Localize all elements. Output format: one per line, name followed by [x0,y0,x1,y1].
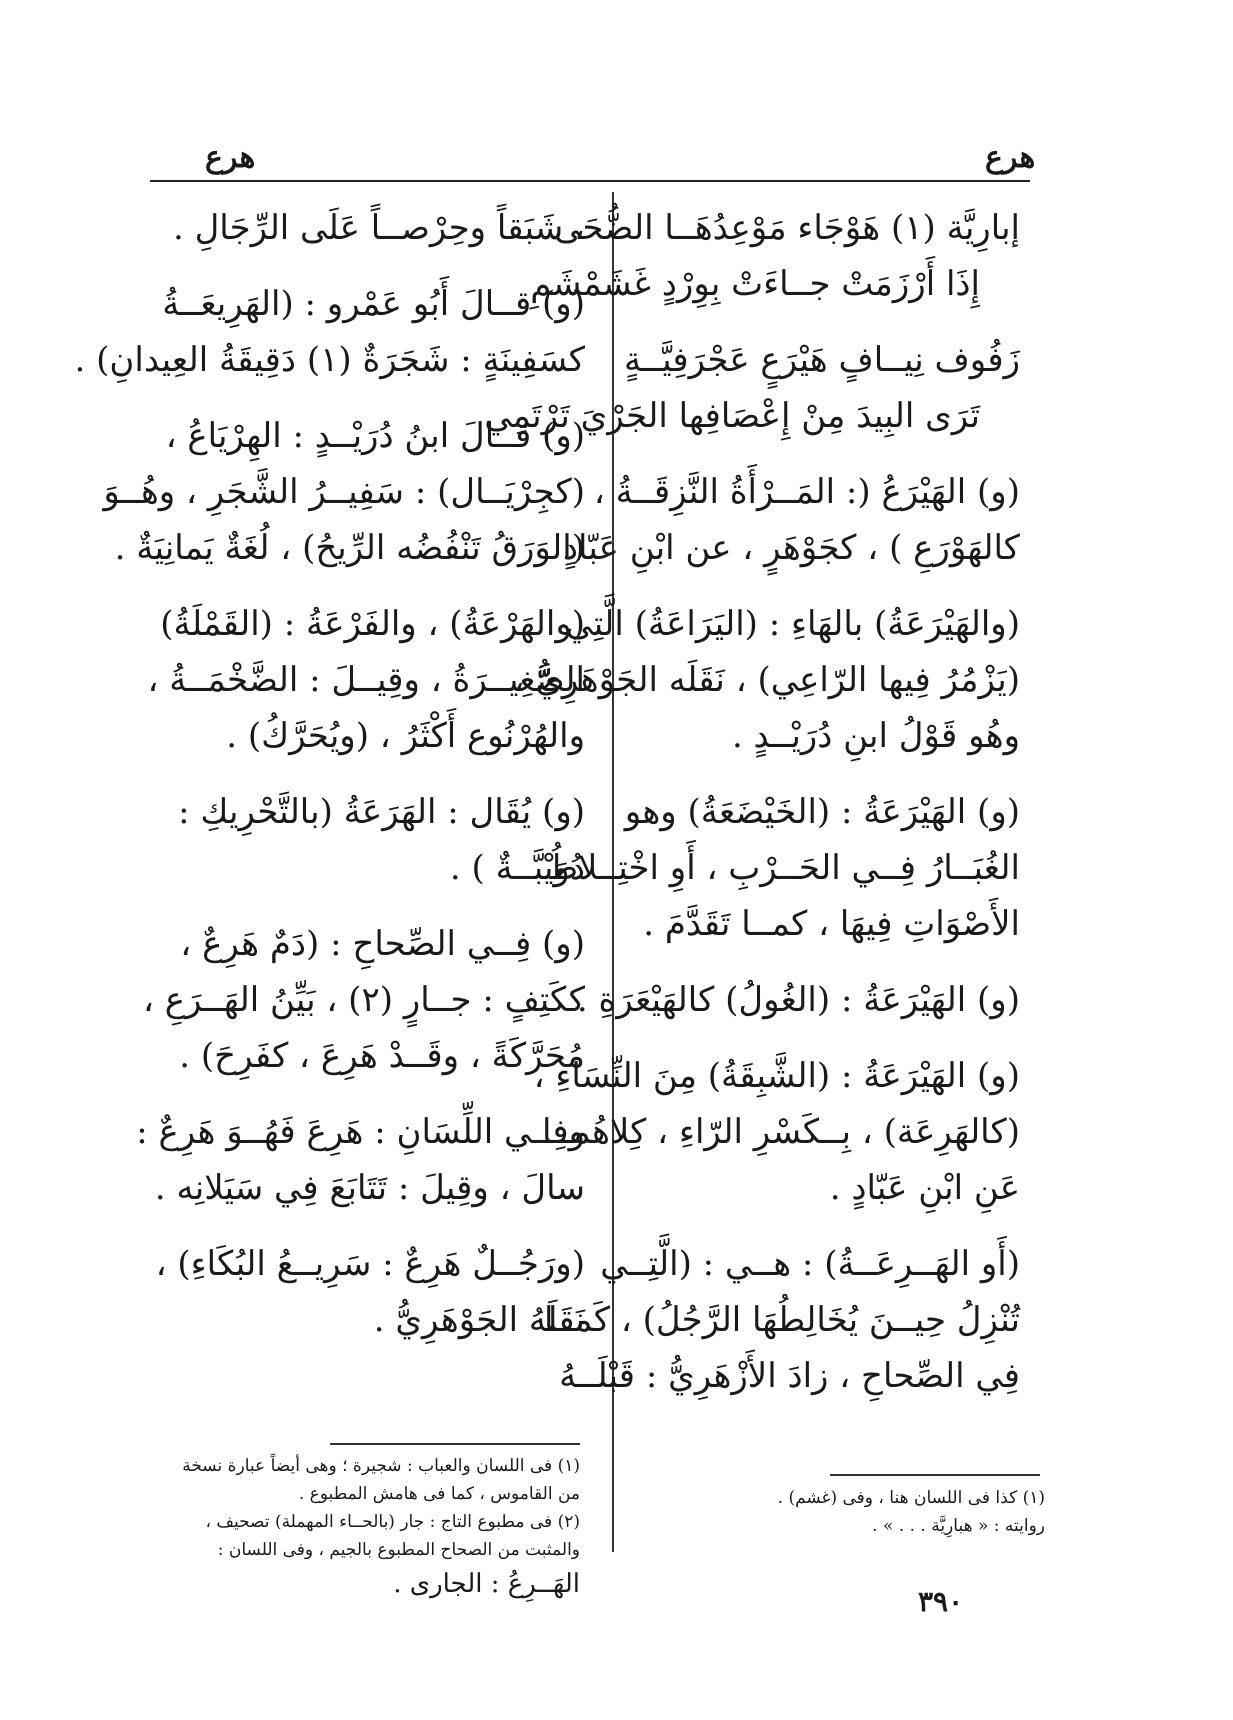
text-line: (و) الهَيْرَعَةُ : (الخَيْضَعَةُ) وهو [624,792,1020,832]
text-line: وهُو قَوْلُ ابنِ دُرَيْــدٍ . [731,716,1020,756]
text-line: عَنِ ابْنِ عَبّادٍ . [829,1168,1020,1208]
text-line: الغُبَــارُ فِــي الحَــرْبِ ، أَوِ اخْتِــلاطُ [546,848,1020,888]
paragraph-gap [150,764,585,784]
footnotes-left [110,1452,580,1604]
text-line: (الوَرَقُ تَنْفُضُه الرِّيحُ) ، لُغَةٌ يَمانِيَةٌ . [114,528,585,568]
text-line: كسَفِينَةٍ : شَجَرَةٌ (١) دَقِيقَةُ العِيدانِ) . [74,340,585,380]
text-line: (ورَجُــلٌ هَرِعٌ : سَرِيــعُ البُكَاءِ) ، [155,1244,585,1284]
paragraph-gap [150,1216,585,1236]
running-head-left: هرع [205,140,256,175]
paragraph-gap [640,1028,1020,1048]
paragraph-gap [150,256,585,276]
paragraph-gap [150,896,585,916]
paragraph-gap [150,1084,585,1104]
text-line: الأَصْوَاتِ فِيهَا ، كمــا تَقَدَّمَ . [643,904,1020,944]
text-line: زَفُوف نِيــافٍ هَيْرَعٍ عَجْرَفِيَّــةٍ [623,340,1020,380]
text-line: سالَ ، وقِيلَ : تَتَابَعَ فِي سَيَلانِه . [154,1168,585,1208]
text-line: تُنْزِلُ حِيــنَ يُخَالِطُهَا الرَّجُلُ) ، كَمــا [543,1300,1020,1340]
text-line: نَقَلَهُ الجَوْهَرِيُّ . [373,1300,585,1340]
text-line: إبارِيَّة (١) هَوْجَاء مَوْعِدُهَــا الضُّحَى [554,208,1020,248]
text-line: إِذَا أَرْزَمَتْ جــاءَتْ بِوِرْدٍ غَشَمْشَمِ [530,264,980,304]
footnote-rule-right [830,1474,1040,1476]
text-line: مُحَرَّكَةً ، وقَــدْ هَرِعَ ، كفَرِحَ) . [179,1036,585,1076]
text-line: والهُرْنُوع أَكْثَرُ ، (ويُحَرَّكُ) . [226,716,585,756]
text-line: الصَّغِيــرَةُ ، وقِيــلَ : الضَّخْمَــةُ ، [147,660,585,700]
header-rule [150,180,1030,182]
running-head-right: هرع [985,140,1036,175]
paragraph-gap [640,576,1020,596]
text-line: ككَتِفٍ : جــارٍ (٢) ، بَيِّنُ الهَــرَعِ ، [142,980,585,1020]
text-line: كالهَوْرَعِ ) ، كجَوْهَرٍ ، عن ابْنِ عَبّادٍ . [541,528,1020,568]
paragraph-gap [640,444,1020,464]
page-number: ٣٩٠ [918,1585,964,1618]
footnote-line: من القاموس ، كما فى هامش المطبوع . [298,1484,580,1504]
left-column [74,200,585,1348]
text-line: (كجِرْيَــال) : سَفِيــرُ الشَّجَرِ ، وهُــوَ [103,472,585,512]
text-line: (كالهَرِعَة) ، بِــكَسْرِ الرّاءِ ، كِلاهُمــا [542,1112,1020,1152]
footnotes-right [700,1484,1045,1540]
paragraph-gap [150,576,585,596]
paragraph-gap [640,764,1020,784]
text-line: (والهَرْعَةُ) ، والفَرْعَةُ : (القَمْلَةُ) [160,604,585,644]
footnote-line: (٢) فى مطبوع التاج : جار (بالحــاء المهملة) تصحيف ، [205,1512,580,1532]
text-line: (أَو الهَــرِعَــةُ) : هــي : (الَّتِــي [600,1244,1020,1284]
paragraph-gap [640,1216,1020,1236]
paragraph-gap [150,388,585,408]
paragraph-gap [640,952,1020,972]
text-line: (و) الهَيْرَعَةُ : (الغُولُ) كالهَيْعَرَةِ . [576,980,1020,1020]
footnote-rule-left [330,1443,580,1445]
text-line: تَرَى البِيدَ مِنْ إِعْصَافِها الجَرْيَ تَرْتَمِي [484,396,980,436]
text-line: (و) قــالَ أَبُو عَمْرو : (الهَرِيعَــةُ [162,284,585,324]
text-line: دُوَيْبَّــةٌ ) . [449,848,585,888]
paragraph-gap [640,312,1020,332]
footnote-line: (١) فى اللسان والعباب : شجيرة ؛ وهى أيضاً عبارة نسخة [182,1456,580,1476]
text-line: (و) فِــي الصِّحاحِ : (دَمٌ هَرِعٌ ، [180,924,585,964]
footnote-line: روايته : « هبارِيَّة . . . » . [872,1516,1045,1536]
footnote-line: والمثبت من الصحاح المطبوع بالجيم ، وفى اللسان : [217,1540,580,1560]
text-line: ، شَبَقاً وحِرْصــاً عَلَى الرِّجَالِ . [172,208,585,248]
text-line: فِي الصِّحاحِ ، زادَ الأَزْهَرِيُّ : قَبْلَــهُ [559,1356,1020,1396]
text-line: (و) الهَيْرَعُ (: المَــرْأَةُ النَّزِقَــةُ ، [593,472,1020,512]
text-line: (و) الهَيْرَعَةُ : (الشَّبِقَةُ) مِنَ النِّسَاءِ ، [533,1056,1020,1096]
text-line: وفِــي اللِّسَانِ : هَرِعَ فَهُــوَ هَرِعٌ : [136,1112,585,1152]
text-line: (و) قــالَ ابنُ دُرَيْــدٍ : الهِرْيَاعُ ، [165,416,585,456]
text-line: (والهَيْرَعَةُ) بالهَاءِ : (اليَرَاعَةُ) الَّتِي [565,604,1020,644]
footnote-line: الهَــرِعُ : الجارى . [393,1569,580,1599]
text-line: (و) يُقَال : الهَرَعَةُ (بالتَّحْرِيكِ : [178,792,585,832]
text-line: (يَزْمُرُ فِيها الرّاعِي) ، نَقَلَه الجَوْهَرِيُّ ، [513,660,1020,700]
footnote-line: (١) كذا فى اللسان هنا ، وفى (غشم) . [777,1488,1045,1508]
